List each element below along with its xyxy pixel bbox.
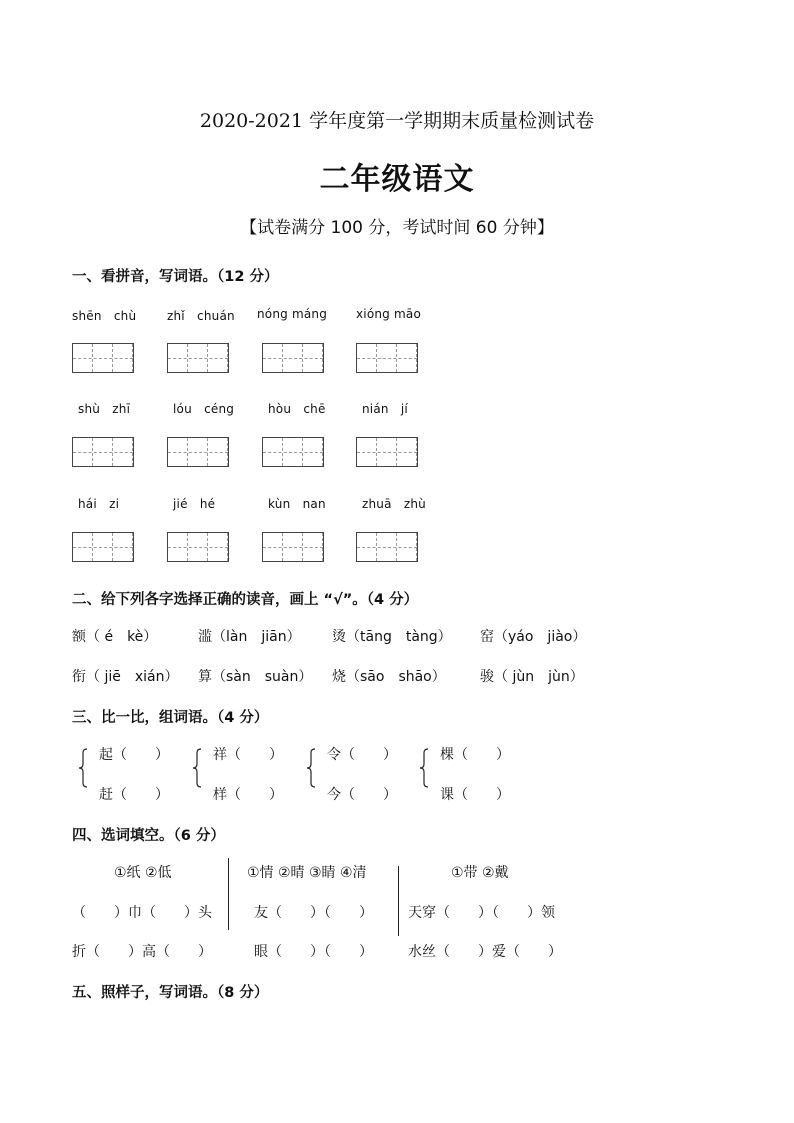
- q4-line: 天穿（ ）（ ）领: [408, 905, 555, 921]
- q3-word: 课（ ）: [440, 787, 510, 803]
- q4-line: 水丝（ ）爱（ ）: [408, 944, 562, 960]
- q3-word: 起（ ）: [99, 747, 169, 763]
- grid-midline: [263, 358, 323, 359]
- q5-title: 五、照样子，写词语。（8 分）: [72, 985, 269, 1001]
- q2-item: 窑（yáo jiào）: [480, 629, 587, 645]
- q2-item: 烫（tāng tàng）: [332, 629, 452, 645]
- pinyin-label: hòu chē: [268, 402, 326, 416]
- grid-midline: [73, 452, 133, 453]
- writing-grid[interactable]: [167, 343, 229, 373]
- q3-word: 祥（ ）: [213, 747, 283, 763]
- writing-grid[interactable]: [167, 437, 229, 467]
- curly-brace-icon: [306, 748, 315, 788]
- writing-grid[interactable]: [72, 532, 134, 562]
- q3-title: 三、比一比，组词语。（4 分）: [72, 710, 269, 726]
- subject-title: 二年级语文: [319, 162, 475, 197]
- pinyin-label: kùn nan: [268, 497, 326, 511]
- exam-title: 2020-2021 学年度第一学期期末质量检测试卷: [199, 110, 595, 132]
- q4-title: 四、选词填空。（6 分）: [72, 828, 225, 844]
- pinyin-label: hái zi: [78, 497, 120, 511]
- grid-midline: [263, 452, 323, 453]
- pinyin-label: lóu céng: [173, 402, 235, 416]
- q2-title: 二、给下列各字选择正确的读音，画上 “√”。（4 分）: [72, 592, 419, 608]
- grid-midline: [73, 547, 133, 548]
- q4-options: ①带 ②戴: [451, 865, 509, 881]
- grid-midline: [357, 547, 417, 548]
- writing-grid[interactable]: [262, 532, 324, 562]
- q1-title: 一、看拼音，写词语。（12 分）: [72, 269, 279, 285]
- divider: [398, 866, 399, 936]
- grid-midline: [357, 452, 417, 453]
- writing-grid[interactable]: [72, 343, 134, 373]
- q3-word: 样（ ）: [213, 787, 283, 803]
- writing-grid[interactable]: [262, 437, 324, 467]
- curly-brace-icon: [78, 748, 87, 788]
- grid-midline: [263, 547, 323, 548]
- pinyin-label: nóng máng: [257, 307, 328, 321]
- q4-line: 折（ ）高（ ）: [72, 944, 212, 960]
- writing-grid[interactable]: [72, 437, 134, 467]
- q4-options: ①情 ②晴 ③睛 ④清: [247, 865, 367, 881]
- grid-midline: [168, 547, 228, 548]
- q2-item: 算（sàn suàn）: [198, 669, 313, 685]
- q2-item: 衔（ jiē xián）: [72, 669, 179, 685]
- grid-midline: [168, 452, 228, 453]
- curly-brace-icon: [192, 748, 201, 788]
- pinyin-label: jié hé: [173, 497, 216, 511]
- pinyin-label: zhǐ chuán: [167, 309, 235, 323]
- writing-grid[interactable]: [356, 343, 418, 373]
- writing-grid[interactable]: [356, 532, 418, 562]
- writing-grid[interactable]: [167, 532, 229, 562]
- q2-item: 额（ é kè）: [72, 629, 158, 645]
- q4-line: （ ）巾（ ）头: [72, 905, 212, 921]
- writing-grid[interactable]: [262, 343, 324, 373]
- q3-word: 赶（ ）: [99, 787, 169, 803]
- grid-midline: [73, 358, 133, 359]
- q4-options: ①纸 ②低: [114, 865, 172, 881]
- pinyin-label: nián jí: [362, 402, 408, 416]
- curly-brace-icon: [419, 748, 428, 788]
- pinyin-label: zhuā zhù: [362, 497, 426, 511]
- pinyin-label: xióng māo: [356, 307, 421, 321]
- writing-grid[interactable]: [356, 437, 418, 467]
- q2-item: 骏（ jùn jùn）: [480, 669, 584, 685]
- grid-midline: [168, 358, 228, 359]
- q4-line: 眼（ ）（ ）: [254, 944, 373, 960]
- q3-word: 棵（ ）: [440, 747, 510, 763]
- grid-midline: [357, 358, 417, 359]
- pinyin-label: shēn chù: [72, 309, 137, 323]
- q2-item: 烧（sāo shāo）: [332, 669, 446, 685]
- pinyin-label: shù zhī: [78, 402, 131, 416]
- q3-word: 令（ ）: [327, 747, 397, 763]
- q2-item: 滥（làn jiān）: [198, 629, 301, 645]
- divider: [228, 858, 229, 930]
- q3-word: 今（ ）: [327, 787, 397, 803]
- q4-line: 友（ ）（ ）: [254, 905, 373, 921]
- exam-note: 【试卷满分 100 分，考试时间 60 分钟】: [240, 218, 554, 238]
